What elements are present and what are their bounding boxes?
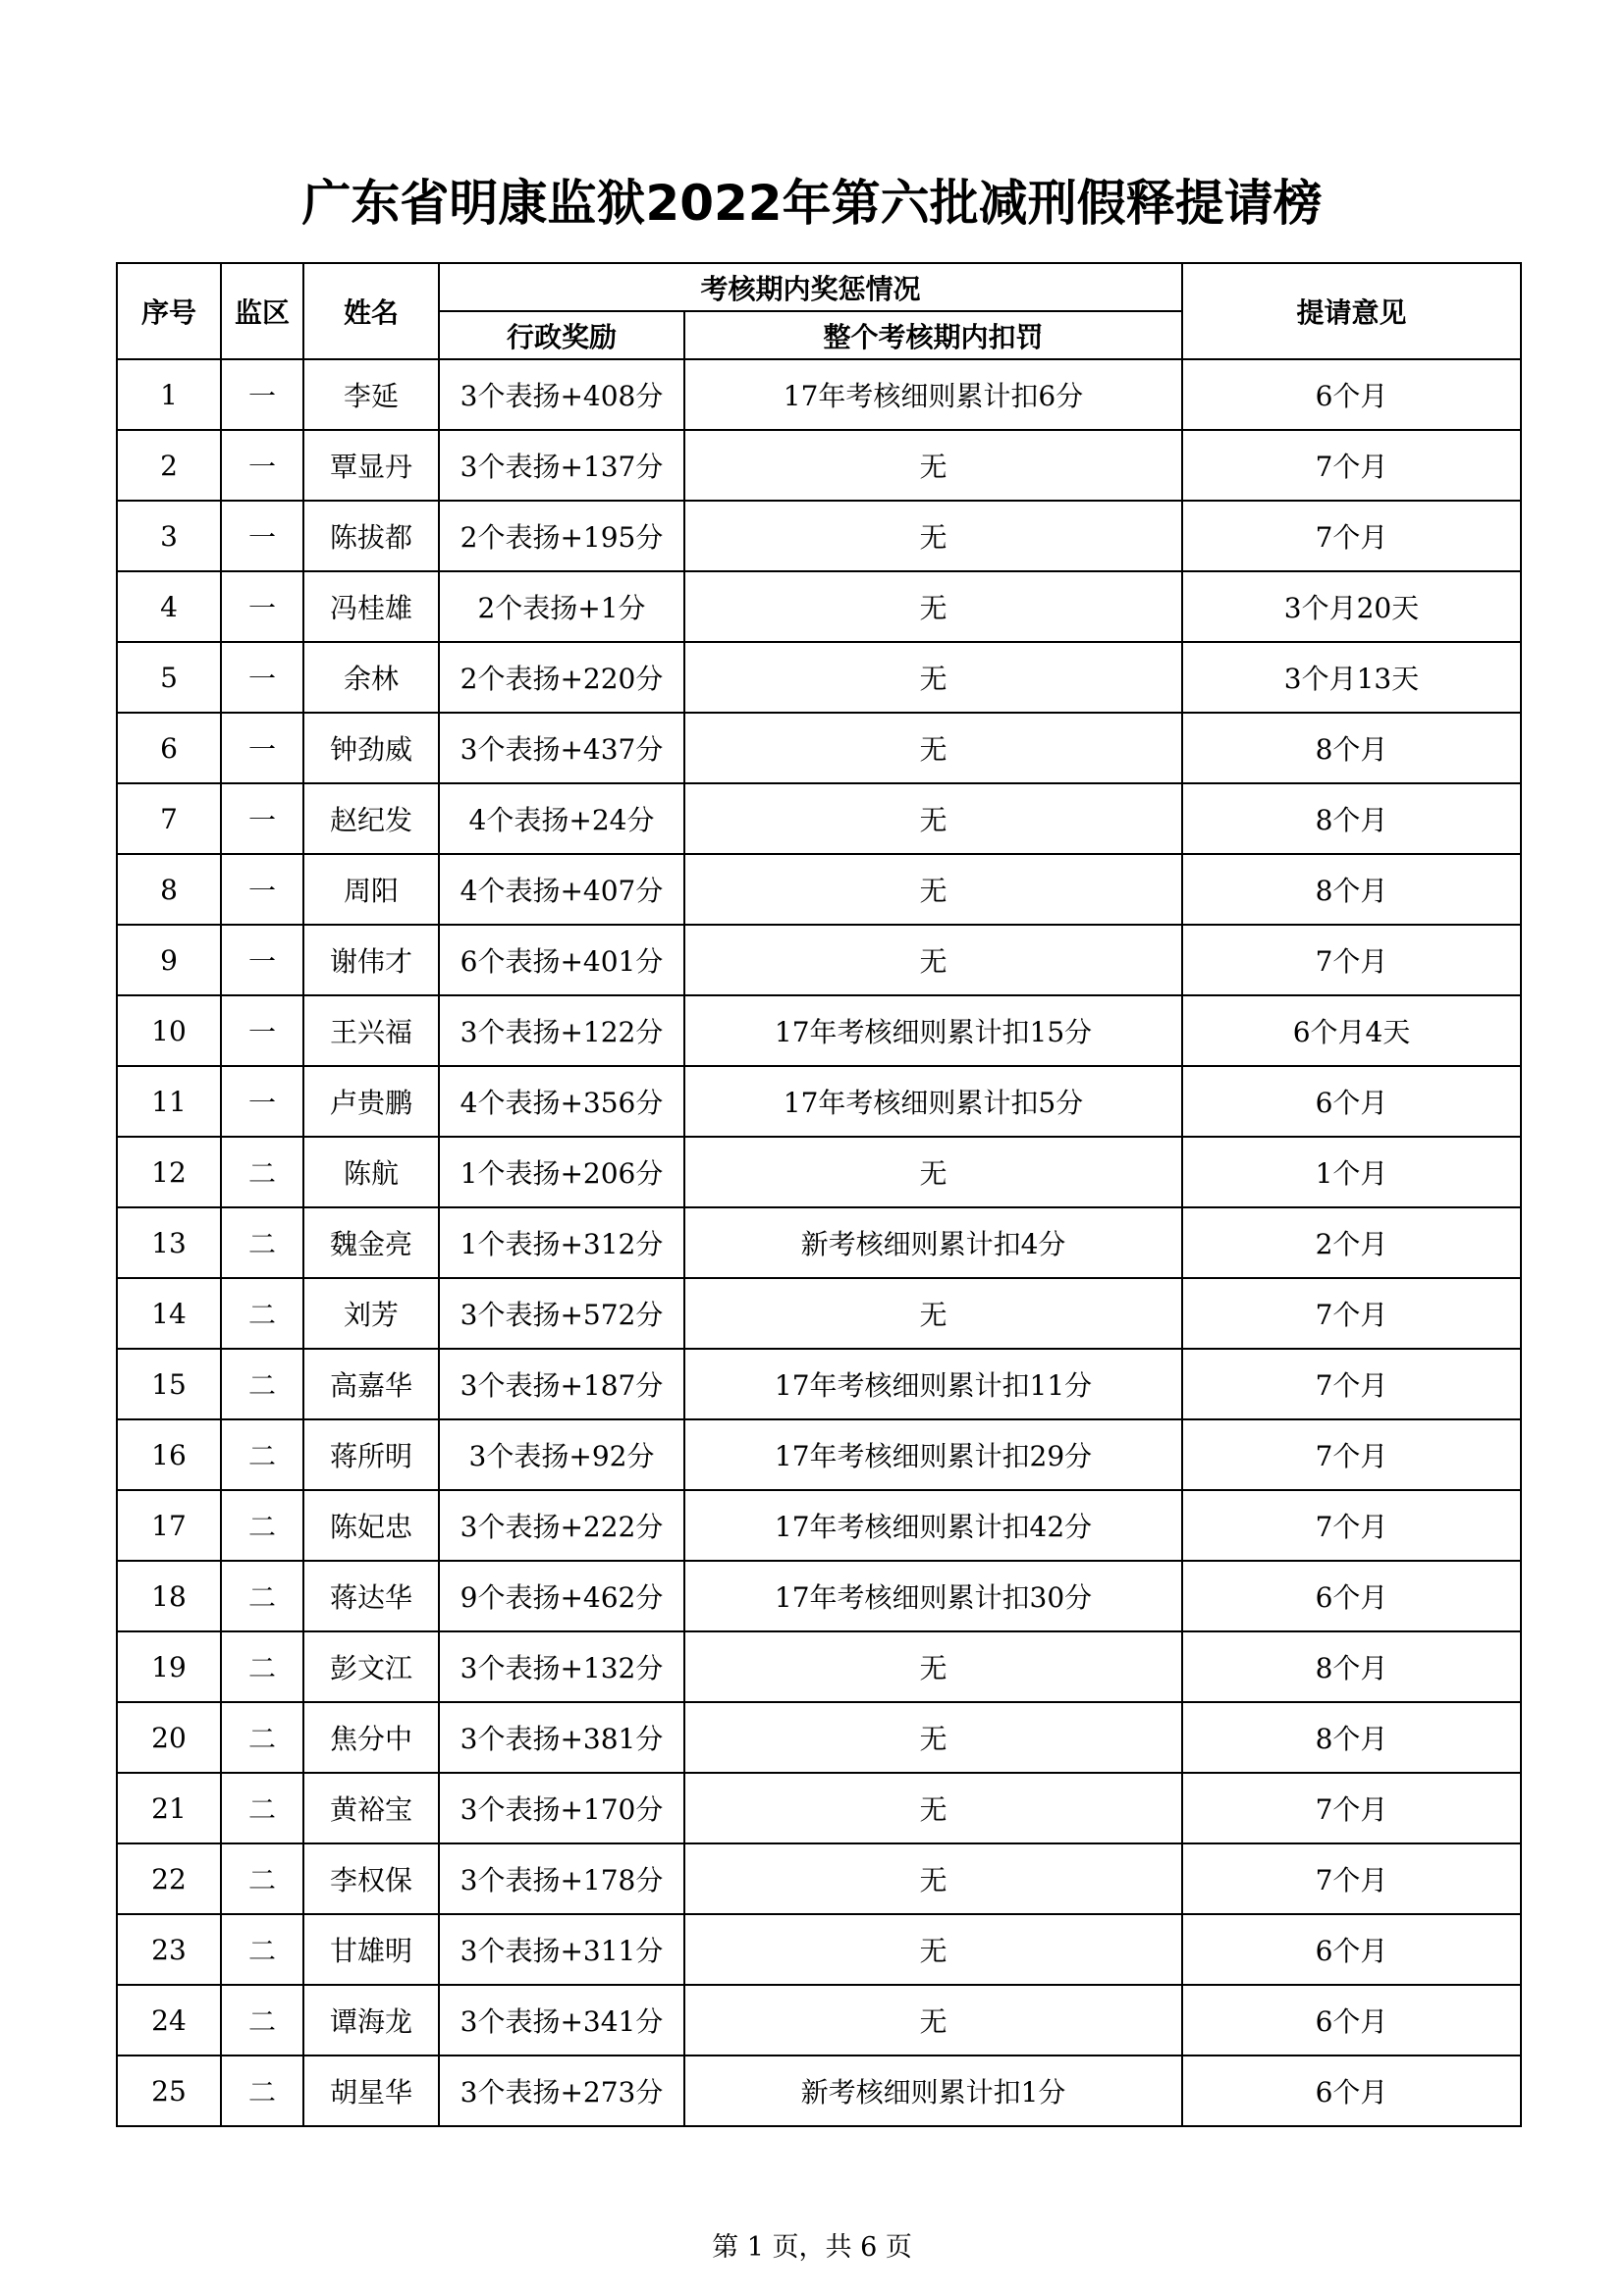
cell-district: 一	[221, 995, 303, 1066]
cell-opinion: 8个月	[1182, 1702, 1521, 1773]
cell-district: 二	[221, 1914, 303, 1985]
cell-district: 一	[221, 783, 303, 854]
cell-opinion: 1个月	[1182, 1137, 1521, 1207]
cell-seq: 22	[117, 1843, 221, 1914]
cell-seq: 11	[117, 1066, 221, 1137]
cell-opinion: 2个月	[1182, 1207, 1521, 1278]
cell-district: 二	[221, 1702, 303, 1773]
cell-opinion: 3个月20天	[1182, 571, 1521, 642]
header-district: 监区	[221, 263, 303, 359]
table-row	[117, 571, 1521, 642]
cell-seq: 9	[117, 925, 221, 995]
table-row	[117, 1773, 1521, 1843]
cell-seq: 1	[117, 359, 221, 430]
cell-district: 二	[221, 1490, 303, 1561]
table-row	[117, 1631, 1521, 1702]
cell-district: 二	[221, 1207, 303, 1278]
cell-district: 二	[221, 1985, 303, 2056]
cell-deduction: 17年考核细则累计扣42分	[684, 1490, 1182, 1561]
cell-district: 二	[221, 2056, 303, 2126]
cell-admin-reward: 2个表扬+195分	[439, 501, 684, 571]
cell-admin-reward: 3个表扬+187分	[439, 1349, 684, 1419]
cell-opinion: 7个月	[1182, 1843, 1521, 1914]
cell-seq: 3	[117, 501, 221, 571]
cell-name: 余林	[303, 642, 439, 713]
header-seq: 序号	[117, 263, 221, 359]
cell-opinion: 7个月	[1182, 1490, 1521, 1561]
table-row	[117, 1419, 1521, 1490]
cell-deduction: 无	[684, 1631, 1182, 1702]
cell-deduction: 无	[684, 925, 1182, 995]
cell-name: 蒋达华	[303, 1561, 439, 1631]
header-admin-reward: 行政奖励	[439, 311, 684, 359]
cell-deduction: 17年考核细则累计扣15分	[684, 995, 1182, 1066]
cell-admin-reward: 4个表扬+24分	[439, 783, 684, 854]
table-row	[117, 2056, 1521, 2126]
cell-name: 赵纪发	[303, 783, 439, 854]
cell-admin-reward: 3个表扬+273分	[439, 2056, 684, 2126]
cell-name: 陈航	[303, 1137, 439, 1207]
cell-admin-reward: 4个表扬+356分	[439, 1066, 684, 1137]
cell-opinion: 8个月	[1182, 854, 1521, 925]
header-period-group: 考核期内奖惩情况	[439, 263, 1182, 311]
cell-seq: 2	[117, 430, 221, 501]
cell-name: 谢伟才	[303, 925, 439, 995]
cell-district: 一	[221, 571, 303, 642]
cell-admin-reward: 4个表扬+407分	[439, 854, 684, 925]
cell-admin-reward: 3个表扬+437分	[439, 713, 684, 783]
cell-name: 陈妃忠	[303, 1490, 439, 1561]
cell-district: 一	[221, 1066, 303, 1137]
cell-deduction: 无	[684, 1773, 1182, 1843]
cell-opinion: 8个月	[1182, 1631, 1521, 1702]
cell-seq: 14	[117, 1278, 221, 1349]
cell-opinion: 7个月	[1182, 1773, 1521, 1843]
cell-name: 蒋所明	[303, 1419, 439, 1490]
cell-seq: 21	[117, 1773, 221, 1843]
cell-seq: 15	[117, 1349, 221, 1419]
cell-seq: 8	[117, 854, 221, 925]
cell-district: 二	[221, 1843, 303, 1914]
table-row	[117, 1278, 1521, 1349]
cell-admin-reward: 9个表扬+462分	[439, 1561, 684, 1631]
cell-deduction: 无	[684, 1702, 1182, 1773]
cell-deduction: 无	[684, 501, 1182, 571]
cell-name: 彭文江	[303, 1631, 439, 1702]
cell-seq: 10	[117, 995, 221, 1066]
cell-district: 一	[221, 713, 303, 783]
cell-deduction: 新考核细则累计扣1分	[684, 2056, 1182, 2126]
cell-opinion: 6个月	[1182, 1985, 1521, 2056]
cell-admin-reward: 3个表扬+381分	[439, 1702, 684, 1773]
cell-seq: 12	[117, 1137, 221, 1207]
document-title: 广东省明康监狱2022年第六批减刑假释提请榜	[301, 175, 1323, 232]
cell-admin-reward: 3个表扬+341分	[439, 1985, 684, 2056]
cell-name: 李延	[303, 359, 439, 430]
table-body	[117, 359, 1521, 2126]
table-row	[117, 430, 1521, 501]
cell-district: 二	[221, 1419, 303, 1490]
table-row	[117, 501, 1521, 571]
cell-admin-reward: 3个表扬+222分	[439, 1490, 684, 1561]
cell-admin-reward: 2个表扬+1分	[439, 571, 684, 642]
cell-name: 高嘉华	[303, 1349, 439, 1419]
table-row	[117, 713, 1521, 783]
cell-district: 二	[221, 1773, 303, 1843]
cell-district: 二	[221, 1137, 303, 1207]
cell-admin-reward: 2个表扬+220分	[439, 642, 684, 713]
cell-opinion: 6个月4天	[1182, 995, 1521, 1066]
cell-name: 冯桂雄	[303, 571, 439, 642]
cell-district: 一	[221, 854, 303, 925]
cell-deduction: 无	[684, 642, 1182, 713]
cell-admin-reward: 3个表扬+170分	[439, 1773, 684, 1843]
cell-admin-reward: 3个表扬+311分	[439, 1914, 684, 1985]
cell-deduction: 无	[684, 1914, 1182, 1985]
cell-seq: 17	[117, 1490, 221, 1561]
cell-seq: 20	[117, 1702, 221, 1773]
cell-deduction: 无	[684, 430, 1182, 501]
cell-opinion: 8个月	[1182, 713, 1521, 783]
header-name: 姓名	[303, 263, 439, 359]
cell-opinion: 8个月	[1182, 783, 1521, 854]
cell-district: 二	[221, 1631, 303, 1702]
cell-opinion: 7个月	[1182, 430, 1521, 501]
cell-admin-reward: 3个表扬+122分	[439, 995, 684, 1066]
cell-deduction: 17年考核细则累计扣6分	[684, 359, 1182, 430]
cell-opinion: 7个月	[1182, 501, 1521, 571]
cell-deduction: 无	[684, 1278, 1182, 1349]
cell-name: 焦分中	[303, 1702, 439, 1773]
page-footer: 第 1 页，共 6 页	[712, 2232, 912, 2263]
cell-opinion: 6个月	[1182, 359, 1521, 430]
table-row	[117, 1561, 1521, 1631]
cell-seq: 19	[117, 1631, 221, 1702]
cell-admin-reward: 1个表扬+312分	[439, 1207, 684, 1278]
table-row	[117, 1137, 1521, 1207]
table-row	[117, 1490, 1521, 1561]
cell-admin-reward: 3个表扬+572分	[439, 1278, 684, 1349]
cell-name: 刘芳	[303, 1278, 439, 1349]
table-row	[117, 854, 1521, 925]
cell-seq: 25	[117, 2056, 221, 2126]
cell-seq: 6	[117, 713, 221, 783]
table-row	[117, 359, 1521, 430]
cell-deduction: 17年考核细则累计扣30分	[684, 1561, 1182, 1631]
cell-admin-reward: 1个表扬+206分	[439, 1137, 684, 1207]
table-row	[117, 1985, 1521, 2056]
cell-opinion: 7个月	[1182, 1278, 1521, 1349]
cell-district: 二	[221, 1561, 303, 1631]
cell-deduction: 17年考核细则累计扣29分	[684, 1419, 1182, 1490]
table-row	[117, 1702, 1521, 1773]
cell-opinion: 7个月	[1182, 1349, 1521, 1419]
header-deduction: 整个考核期内扣罚	[684, 311, 1182, 359]
cell-deduction: 无	[684, 1137, 1182, 1207]
cell-district: 一	[221, 359, 303, 430]
cell-district: 一	[221, 430, 303, 501]
cell-deduction: 无	[684, 783, 1182, 854]
cell-district: 一	[221, 501, 303, 571]
cell-name: 甘雄明	[303, 1914, 439, 1985]
table-row	[117, 995, 1521, 1066]
cell-deduction: 无	[684, 713, 1182, 783]
table-row	[117, 1066, 1521, 1137]
cell-district: 一	[221, 642, 303, 713]
cell-district: 二	[221, 1349, 303, 1419]
cell-name: 卢贵鹏	[303, 1066, 439, 1137]
cell-admin-reward: 3个表扬+408分	[439, 359, 684, 430]
cell-opinion: 7个月	[1182, 925, 1521, 995]
cell-name: 李权保	[303, 1843, 439, 1914]
cell-admin-reward: 3个表扬+178分	[439, 1843, 684, 1914]
cell-admin-reward: 3个表扬+137分	[439, 430, 684, 501]
cell-opinion: 7个月	[1182, 1419, 1521, 1490]
cell-seq: 18	[117, 1561, 221, 1631]
cell-deduction: 无	[684, 854, 1182, 925]
table-row	[117, 1914, 1521, 1985]
cell-name: 周阳	[303, 854, 439, 925]
cell-name: 覃显丹	[303, 430, 439, 501]
cell-admin-reward: 3个表扬+92分	[439, 1419, 684, 1490]
cell-seq: 7	[117, 783, 221, 854]
cell-seq: 16	[117, 1419, 221, 1490]
cell-admin-reward: 6个表扬+401分	[439, 925, 684, 995]
cell-deduction: 新考核细则累计扣4分	[684, 1207, 1182, 1278]
cell-opinion: 3个月13天	[1182, 642, 1521, 713]
table-row	[117, 1349, 1521, 1419]
cell-name: 胡星华	[303, 2056, 439, 2126]
cell-deduction: 无	[684, 571, 1182, 642]
cell-deduction: 无	[684, 1985, 1182, 2056]
cell-district: 二	[221, 1278, 303, 1349]
cell-name: 黄裕宝	[303, 1773, 439, 1843]
table-row	[117, 1207, 1521, 1278]
cell-name: 陈拔都	[303, 501, 439, 571]
table-row	[117, 642, 1521, 713]
cell-name: 钟劲威	[303, 713, 439, 783]
cell-seq: 23	[117, 1914, 221, 1985]
cell-name: 王兴福	[303, 995, 439, 1066]
table-header	[117, 263, 1521, 359]
cell-name: 谭海龙	[303, 1985, 439, 2056]
cell-seq: 5	[117, 642, 221, 713]
cell-opinion: 6个月	[1182, 1914, 1521, 1985]
header-opinion: 提请意见	[1182, 263, 1521, 359]
cell-admin-reward: 3个表扬+132分	[439, 1631, 684, 1702]
table-row	[117, 925, 1521, 995]
table-row	[117, 1843, 1521, 1914]
cell-opinion: 6个月	[1182, 2056, 1521, 2126]
commutation-parole-table	[116, 262, 1522, 2127]
cell-district: 一	[221, 925, 303, 995]
cell-opinion: 6个月	[1182, 1066, 1521, 1137]
cell-deduction: 无	[684, 1843, 1182, 1914]
cell-seq: 24	[117, 1985, 221, 2056]
cell-name: 魏金亮	[303, 1207, 439, 1278]
cell-deduction: 17年考核细则累计扣11分	[684, 1349, 1182, 1419]
cell-seq: 13	[117, 1207, 221, 1278]
table-row	[117, 783, 1521, 854]
cell-opinion: 6个月	[1182, 1561, 1521, 1631]
cell-seq: 4	[117, 571, 221, 642]
cell-deduction: 17年考核细则累计扣5分	[684, 1066, 1182, 1137]
